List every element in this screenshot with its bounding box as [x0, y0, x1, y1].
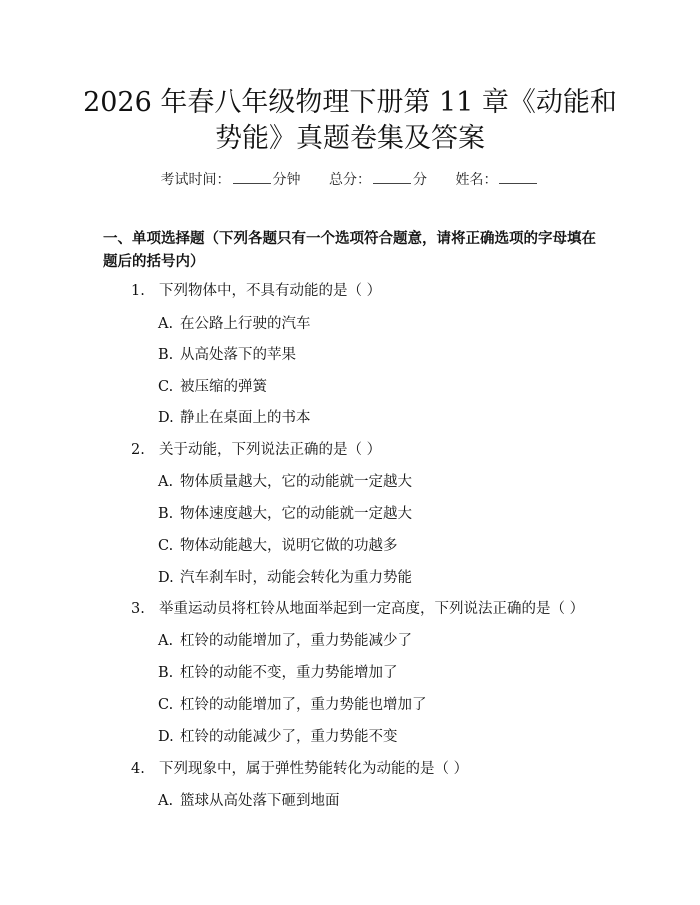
question-4-option-a [158, 791, 340, 811]
question-3-option-d [158, 727, 398, 747]
option-letter: B. [158, 665, 174, 681]
total-score-blank [373, 170, 411, 184]
option-letter: A. [158, 474, 174, 490]
question-2-option-a [158, 472, 412, 492]
option-letter: C. [158, 538, 174, 554]
option-text: 静止在桌面上的书本 [180, 410, 311, 426]
question-3-option-c [158, 695, 427, 715]
question-1-option-b [158, 345, 296, 365]
exam-time-field [161, 169, 301, 189]
option-text: 杠铃的动能增加了，重力势能也增加了 [180, 697, 427, 713]
question-3 [131, 599, 584, 619]
question-text: 下列物体中，不具有动能的是（ ） [159, 283, 382, 299]
question-1-option-a [158, 314, 311, 334]
option-text: 物体动能越大，说明它做的功越多 [180, 538, 398, 554]
option-text: 被压缩的弹簧 [180, 379, 267, 395]
question-3-option-b [158, 663, 398, 683]
option-letter: C. [158, 697, 174, 713]
option-text: 物体速度越大，它的动能就一定越大 [180, 506, 412, 522]
total-score-unit: 分 [413, 172, 427, 188]
question-1 [131, 281, 381, 301]
option-text: 从高处落下的苹果 [180, 347, 296, 363]
option-text: 杠铃的动能减少了，重力势能不变 [180, 729, 398, 745]
question-number: 1. [131, 283, 145, 299]
question-text: 下列现象中，属于弹性势能转化为动能的是（ ） [159, 761, 469, 777]
question-3-option-a [158, 631, 412, 651]
student-name-blank [499, 170, 537, 184]
option-text: 汽车刹车时，动能会转化为重力势能 [180, 570, 412, 586]
question-2-option-b [158, 504, 412, 524]
page-title-line-1: 2026 年春八年级物理下册第 11 章《动能和 [83, 87, 617, 118]
question-2-option-c [158, 536, 398, 556]
option-text: 在公路上行驶的汽车 [180, 316, 311, 332]
question-number: 4. [131, 761, 145, 777]
option-letter: A. [158, 793, 174, 809]
student-name-label: 姓名： [455, 172, 498, 188]
student-name-field [455, 169, 539, 189]
total-score-field [329, 169, 427, 189]
exam-time-label: 考试时间： [160, 172, 231, 188]
total-score-label: 总分： [329, 172, 371, 188]
exam-time-blank [233, 170, 271, 184]
option-letter: A. [158, 633, 174, 649]
exam-time-unit: 分钟 [272, 172, 301, 188]
option-letter: A. [158, 316, 174, 332]
question-1-option-c [158, 377, 267, 397]
option-letter: B. [158, 506, 174, 522]
option-text: 杠铃的动能不变，重力势能增加了 [180, 665, 398, 681]
option-letter: B. [158, 347, 174, 363]
question-2 [131, 440, 381, 460]
question-number: 2. [131, 442, 145, 458]
option-text: 物体质量越大，它的动能就一定越大 [180, 474, 412, 490]
option-letter: C. [158, 379, 174, 395]
question-4 [131, 759, 468, 779]
exam-info-row [0, 169, 700, 189]
option-letter: D. [158, 570, 174, 586]
page-title-line-2: 势能》真题卷集及答案 [215, 123, 485, 154]
question-1-option-d [158, 408, 311, 428]
question-text: 关于动能，下列说法正确的是（ ） [159, 442, 382, 458]
option-letter: D. [158, 410, 174, 426]
option-letter: D. [158, 729, 174, 745]
question-number: 3. [131, 601, 145, 617]
question-2-option-d [158, 568, 412, 588]
question-text: 举重运动员将杠铃从地面举起到一定高度，下列说法正确的是（ ） [159, 601, 585, 617]
option-text: 杠铃的动能增加了，重力势能减少了 [180, 633, 412, 649]
option-text: 篮球从高处落下砸到地面 [180, 793, 340, 809]
section-heading-single-choice: 一、单项选择题（下列各题只有一个选项符合题意，请将正确选项的字母填在题后的括号内） [103, 231, 596, 270]
